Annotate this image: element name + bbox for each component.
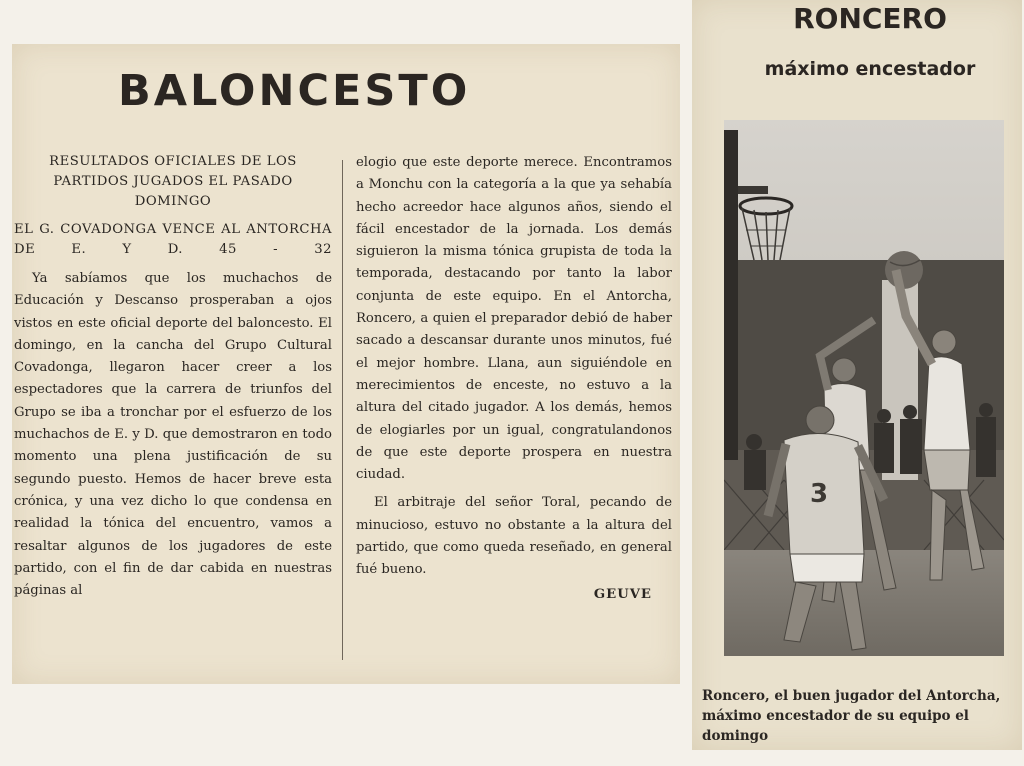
column-divider [342, 160, 343, 660]
author-signature: GEUVE [593, 586, 652, 602]
photo-caption: Roncero, el buen jugador del Antorcha, máximo encestador de su equipo el domingo [702, 688, 1001, 744]
section-masthead: BALONCESTO [118, 66, 471, 116]
headline: RESULTADOS OFICIALES DE LOS PARTIDOS JUGADOS EL PASADO DOMINGO [49, 154, 297, 209]
subheadline: EL G. COVADONGA VENCE AL ANTORCHA DE E. Y D. 45 - 32 [14, 222, 332, 257]
player-subtitle: máximo encestador [764, 58, 976, 80]
player-name-title: RONCERO [793, 2, 947, 35]
jersey-number: 3 [810, 479, 829, 509]
basketball-photo [724, 120, 1004, 656]
column-2-paragraph-2: El arbitraje del señor Toral, pecando de minucioso, estuvo no obstante a la altura del partido, que como queda reseñado, en general fué bueno. [356, 495, 672, 578]
column-2-paragraph-1: elogio que este deporte merece. Encontramos a Monchu con la categoría a la que ya sehabía hecho acreedor hace algunos años, siendo el fácil encestador de la jornada. Los demás siguieron la misma tónica grupista de toda la temporada, destacando por tanto la labor conjunta de este equipo. En el Antorcha, Roncero, a quien el preparador debió de haber sacado a descansar durante unos minutos, fué el mejor hombre. Llana, aun siguiéndole en merecimientos de encestе, no estuvo a la altura del citado jugador. A los demás, hemos de elogiarles por un igual, congratulandonos de que este deporte prospera en nuestra ciudad. [356, 155, 672, 483]
article-column-2 [356, 152, 672, 606]
column-1-paragraph: Ya sabíamos que los muchachos de Educación y Descanso prosperaban a ojos vistos en este oficial deporte del baloncesto. El domingo, en la cancha del Grupo Cultural Covadonga, llegaron hacer creer a los espectadores que la carrera de triunfos del Grupo se iba a tronchar por el esfuerzo de los muchachos de E. y D. que demostraron en todo momento una plena justificación de su segundo puesto. Hemos de hacer breve esta crónica, y una vez dicho lo que condensa en realidad la tónica del encuentro, vamos a resaltar algunos de los jugadores de este partido, con el fin de dar cabida en nuestras páginas al [14, 271, 332, 599]
article-column-1 [14, 152, 332, 602]
